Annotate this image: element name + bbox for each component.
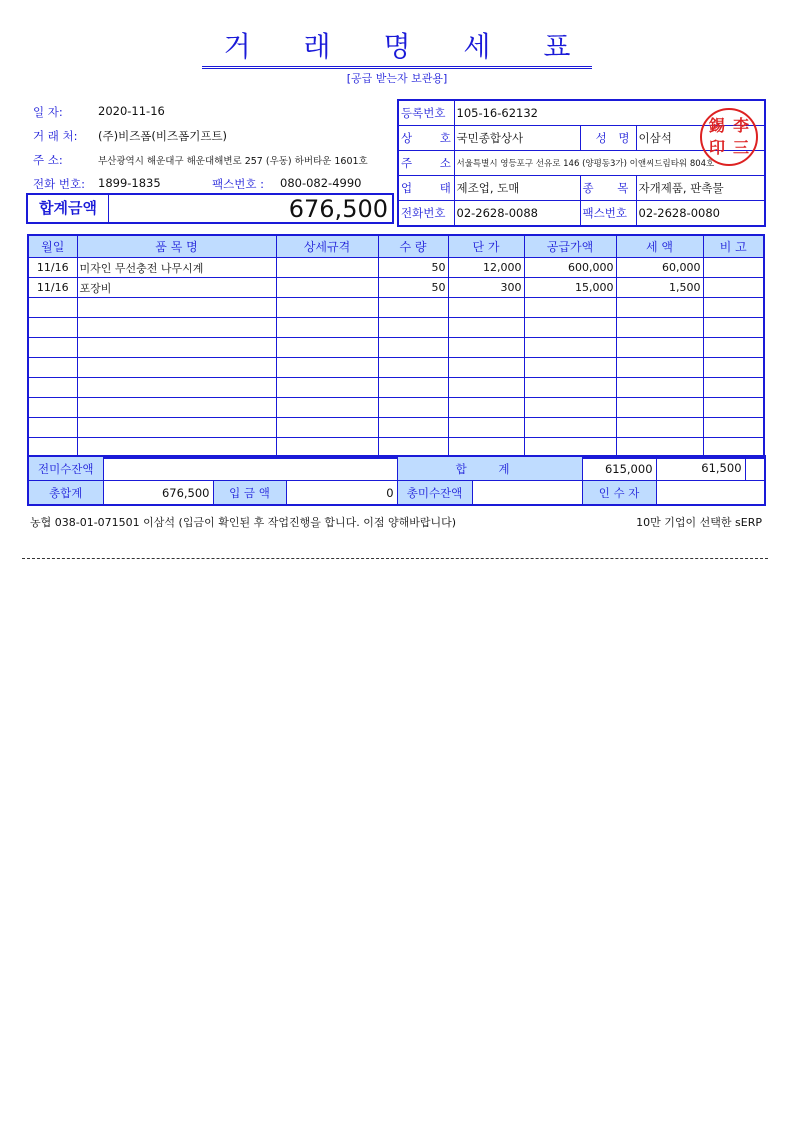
items-header-cell: 세 액 — [616, 235, 703, 258]
table-cell — [276, 378, 378, 398]
table-cell — [276, 358, 378, 378]
table-cell: 1,500 — [616, 278, 703, 298]
table-cell: 60,000 — [616, 258, 703, 278]
table-cell — [616, 418, 703, 438]
grand-total-label: 총합계 — [28, 481, 103, 506]
table-cell — [703, 358, 764, 378]
supplier-company-label: 상 호 — [398, 126, 454, 151]
table-cell — [448, 338, 524, 358]
supplier-address-label: 주 소 — [398, 151, 454, 176]
table-cell: 11/16 — [28, 278, 77, 298]
client-address-label: 주 소: — [33, 153, 63, 167]
table-cell — [703, 318, 764, 338]
table-row — [28, 358, 764, 378]
document-title-wrap — [0, 30, 794, 69]
items-body — [28, 258, 764, 459]
table-cell — [378, 358, 448, 378]
table-cell — [524, 358, 616, 378]
client-fax-value: 080-082-4990 — [280, 176, 362, 190]
deposit-value: 0 — [286, 481, 397, 506]
table-cell — [616, 318, 703, 338]
table-cell — [616, 398, 703, 418]
supplier-phone-label: 전화번호 — [398, 201, 454, 227]
table-cell: 12,000 — [448, 258, 524, 278]
items-header-cell: 상세규격 — [276, 235, 378, 258]
table-row — [28, 338, 764, 358]
table-cell: 600,000 — [524, 258, 616, 278]
date-value: 2020-11-16 — [98, 104, 165, 118]
table-cell — [276, 278, 378, 298]
table-cell — [378, 398, 448, 418]
table-cell — [448, 398, 524, 418]
table-cell: 15,000 — [524, 278, 616, 298]
table-cell — [276, 418, 378, 438]
table-cell — [616, 298, 703, 318]
table-cell — [28, 398, 77, 418]
date-label: 일 자: — [33, 105, 63, 119]
client-address-value: 부산광역시 해운대구 해운대해변로 257 (우동) 하버타운 1601호 — [98, 156, 368, 167]
table-cell — [448, 378, 524, 398]
supplier-type-label: 업 태 — [398, 176, 454, 201]
table-cell — [616, 358, 703, 378]
table-cell — [448, 298, 524, 318]
table-cell — [77, 318, 276, 338]
grand-total-value: 676,500 — [103, 481, 213, 506]
table-cell — [524, 338, 616, 358]
seal-char-4: 三 — [732, 138, 749, 157]
table-cell — [28, 338, 77, 358]
table-cell — [378, 338, 448, 358]
erp-note: 10만 기업이 선택한 sERP — [636, 516, 762, 529]
table-cell — [28, 418, 77, 438]
table-cell: 300 — [448, 278, 524, 298]
table-cell: 11/16 — [28, 258, 77, 278]
table-cell — [378, 418, 448, 438]
summary-table — [27, 455, 766, 506]
items-header-cell: 단 가 — [448, 235, 524, 258]
supplier-owner-label: 성 명 — [580, 126, 636, 151]
table-cell — [448, 358, 524, 378]
client-name-value: (주)비즈폼(비즈폼기프트) — [98, 129, 228, 143]
sum-tax-cell — [656, 456, 765, 481]
receiver-label: 인 수 자 — [582, 481, 656, 506]
table-row — [28, 278, 764, 298]
items-header-cell: 공급가액 — [524, 235, 616, 258]
table-cell — [524, 418, 616, 438]
table-cell — [276, 398, 378, 418]
prev-balance-label: 전미수잔액 — [28, 456, 103, 481]
table-cell — [703, 258, 764, 278]
table-cell — [276, 318, 378, 338]
supplier-reg-label: 등록번호 — [398, 100, 454, 126]
table-cell — [448, 418, 524, 438]
table-cell: 미자인 무선충전 나무시계 — [77, 258, 276, 278]
table-cell — [378, 378, 448, 398]
supplier-fax-label: 팩스번호 — [580, 201, 636, 227]
items-header-cell: 품 목 명 — [77, 235, 276, 258]
document-subtitle: [공급 받는자 보관용] — [346, 72, 448, 85]
table-cell — [703, 298, 764, 318]
deposit-label: 입 금 액 — [213, 481, 286, 506]
sum-supply-value: 615,000 — [582, 456, 656, 481]
table-cell — [703, 418, 764, 438]
supplier-category-value: 자개제품, 판촉물 — [636, 176, 765, 201]
total-balance-label: 총미수잔액 — [397, 481, 472, 506]
supplier-category-label: 종 목 — [580, 176, 636, 201]
client-phone-value: 1899-1835 — [98, 176, 161, 190]
sum-extra-value — [746, 457, 765, 480]
table-cell — [378, 298, 448, 318]
table-cell — [616, 338, 703, 358]
table-cell: 50 — [378, 258, 448, 278]
items-header-cell: 월일 — [28, 235, 77, 258]
table-cell — [276, 338, 378, 358]
supplier-fax-value: 02-2628-0080 — [636, 201, 765, 227]
items-header-cell: 비 고 — [703, 235, 764, 258]
table-row — [28, 378, 764, 398]
seal-char-2: 李 — [732, 116, 749, 135]
table-cell — [703, 338, 764, 358]
table-row — [28, 318, 764, 338]
table-cell — [524, 378, 616, 398]
table-cell — [77, 338, 276, 358]
seal-stamp — [700, 108, 758, 166]
table-cell — [378, 318, 448, 338]
cut-line — [22, 558, 768, 559]
receiver-value — [656, 481, 765, 506]
table-cell — [276, 258, 378, 278]
items-table — [27, 234, 765, 459]
seal-char-1: 錫 — [708, 116, 725, 135]
table-cell: 포장비 — [77, 278, 276, 298]
table-cell — [703, 378, 764, 398]
table-cell — [703, 278, 764, 298]
table-cell — [77, 418, 276, 438]
client-phone-label: 전화 번호: — [33, 177, 85, 191]
supplier-type-value: 제조업, 도매 — [454, 176, 580, 201]
table-cell — [28, 358, 77, 378]
supplier-company-value: 국민종합상사 — [454, 126, 580, 151]
supplier-address-value: 서울특별시 영등포구 선유로 146 (양평동3가) 이앤씨드림타워 804호 — [454, 151, 765, 176]
client-name-label: 거 래 처: — [33, 129, 78, 143]
table-cell — [77, 378, 276, 398]
total-amount-label: 합계금액 — [28, 195, 109, 222]
prev-balance-value — [103, 456, 397, 481]
bank-note: 농협 038-01-071501 이삼석 (입금이 확인된 후 작업진행을 합니다. 이점 양해바랍니다) — [30, 516, 456, 529]
table-cell — [616, 378, 703, 398]
table-row — [28, 398, 764, 418]
table-row — [28, 418, 764, 438]
seal-char-3: 印 — [708, 138, 725, 157]
table-cell — [276, 298, 378, 318]
sum-tax-value: 61,500 — [657, 457, 746, 480]
sum-label: 합 계 — [397, 456, 582, 481]
items-header-cell: 수 량 — [378, 235, 448, 258]
table-cell — [28, 318, 77, 338]
table-cell — [28, 298, 77, 318]
supplier-reg-value: 105-16-62132 — [454, 100, 765, 126]
table-cell — [448, 318, 524, 338]
table-cell: 50 — [378, 278, 448, 298]
table-cell — [28, 378, 77, 398]
table-cell — [524, 398, 616, 418]
client-fax-label: 팩스번호 : — [212, 177, 264, 191]
total-amount-value: 676,500 — [288, 195, 388, 223]
table-row — [28, 258, 764, 278]
table-cell — [77, 358, 276, 378]
table-cell — [524, 318, 616, 338]
table-cell — [703, 398, 764, 418]
table-cell — [77, 298, 276, 318]
supplier-phone-value: 02-2628-0088 — [454, 201, 580, 227]
document-title: 거 래 명 세 표 — [202, 30, 593, 69]
items-header-row — [28, 235, 764, 258]
table-row — [28, 298, 764, 318]
table-cell — [524, 298, 616, 318]
table-cell — [77, 398, 276, 418]
total-balance-value — [472, 481, 582, 506]
supplier-owner-value: 이삼석 — [636, 126, 765, 151]
total-amount-box — [26, 193, 394, 224]
